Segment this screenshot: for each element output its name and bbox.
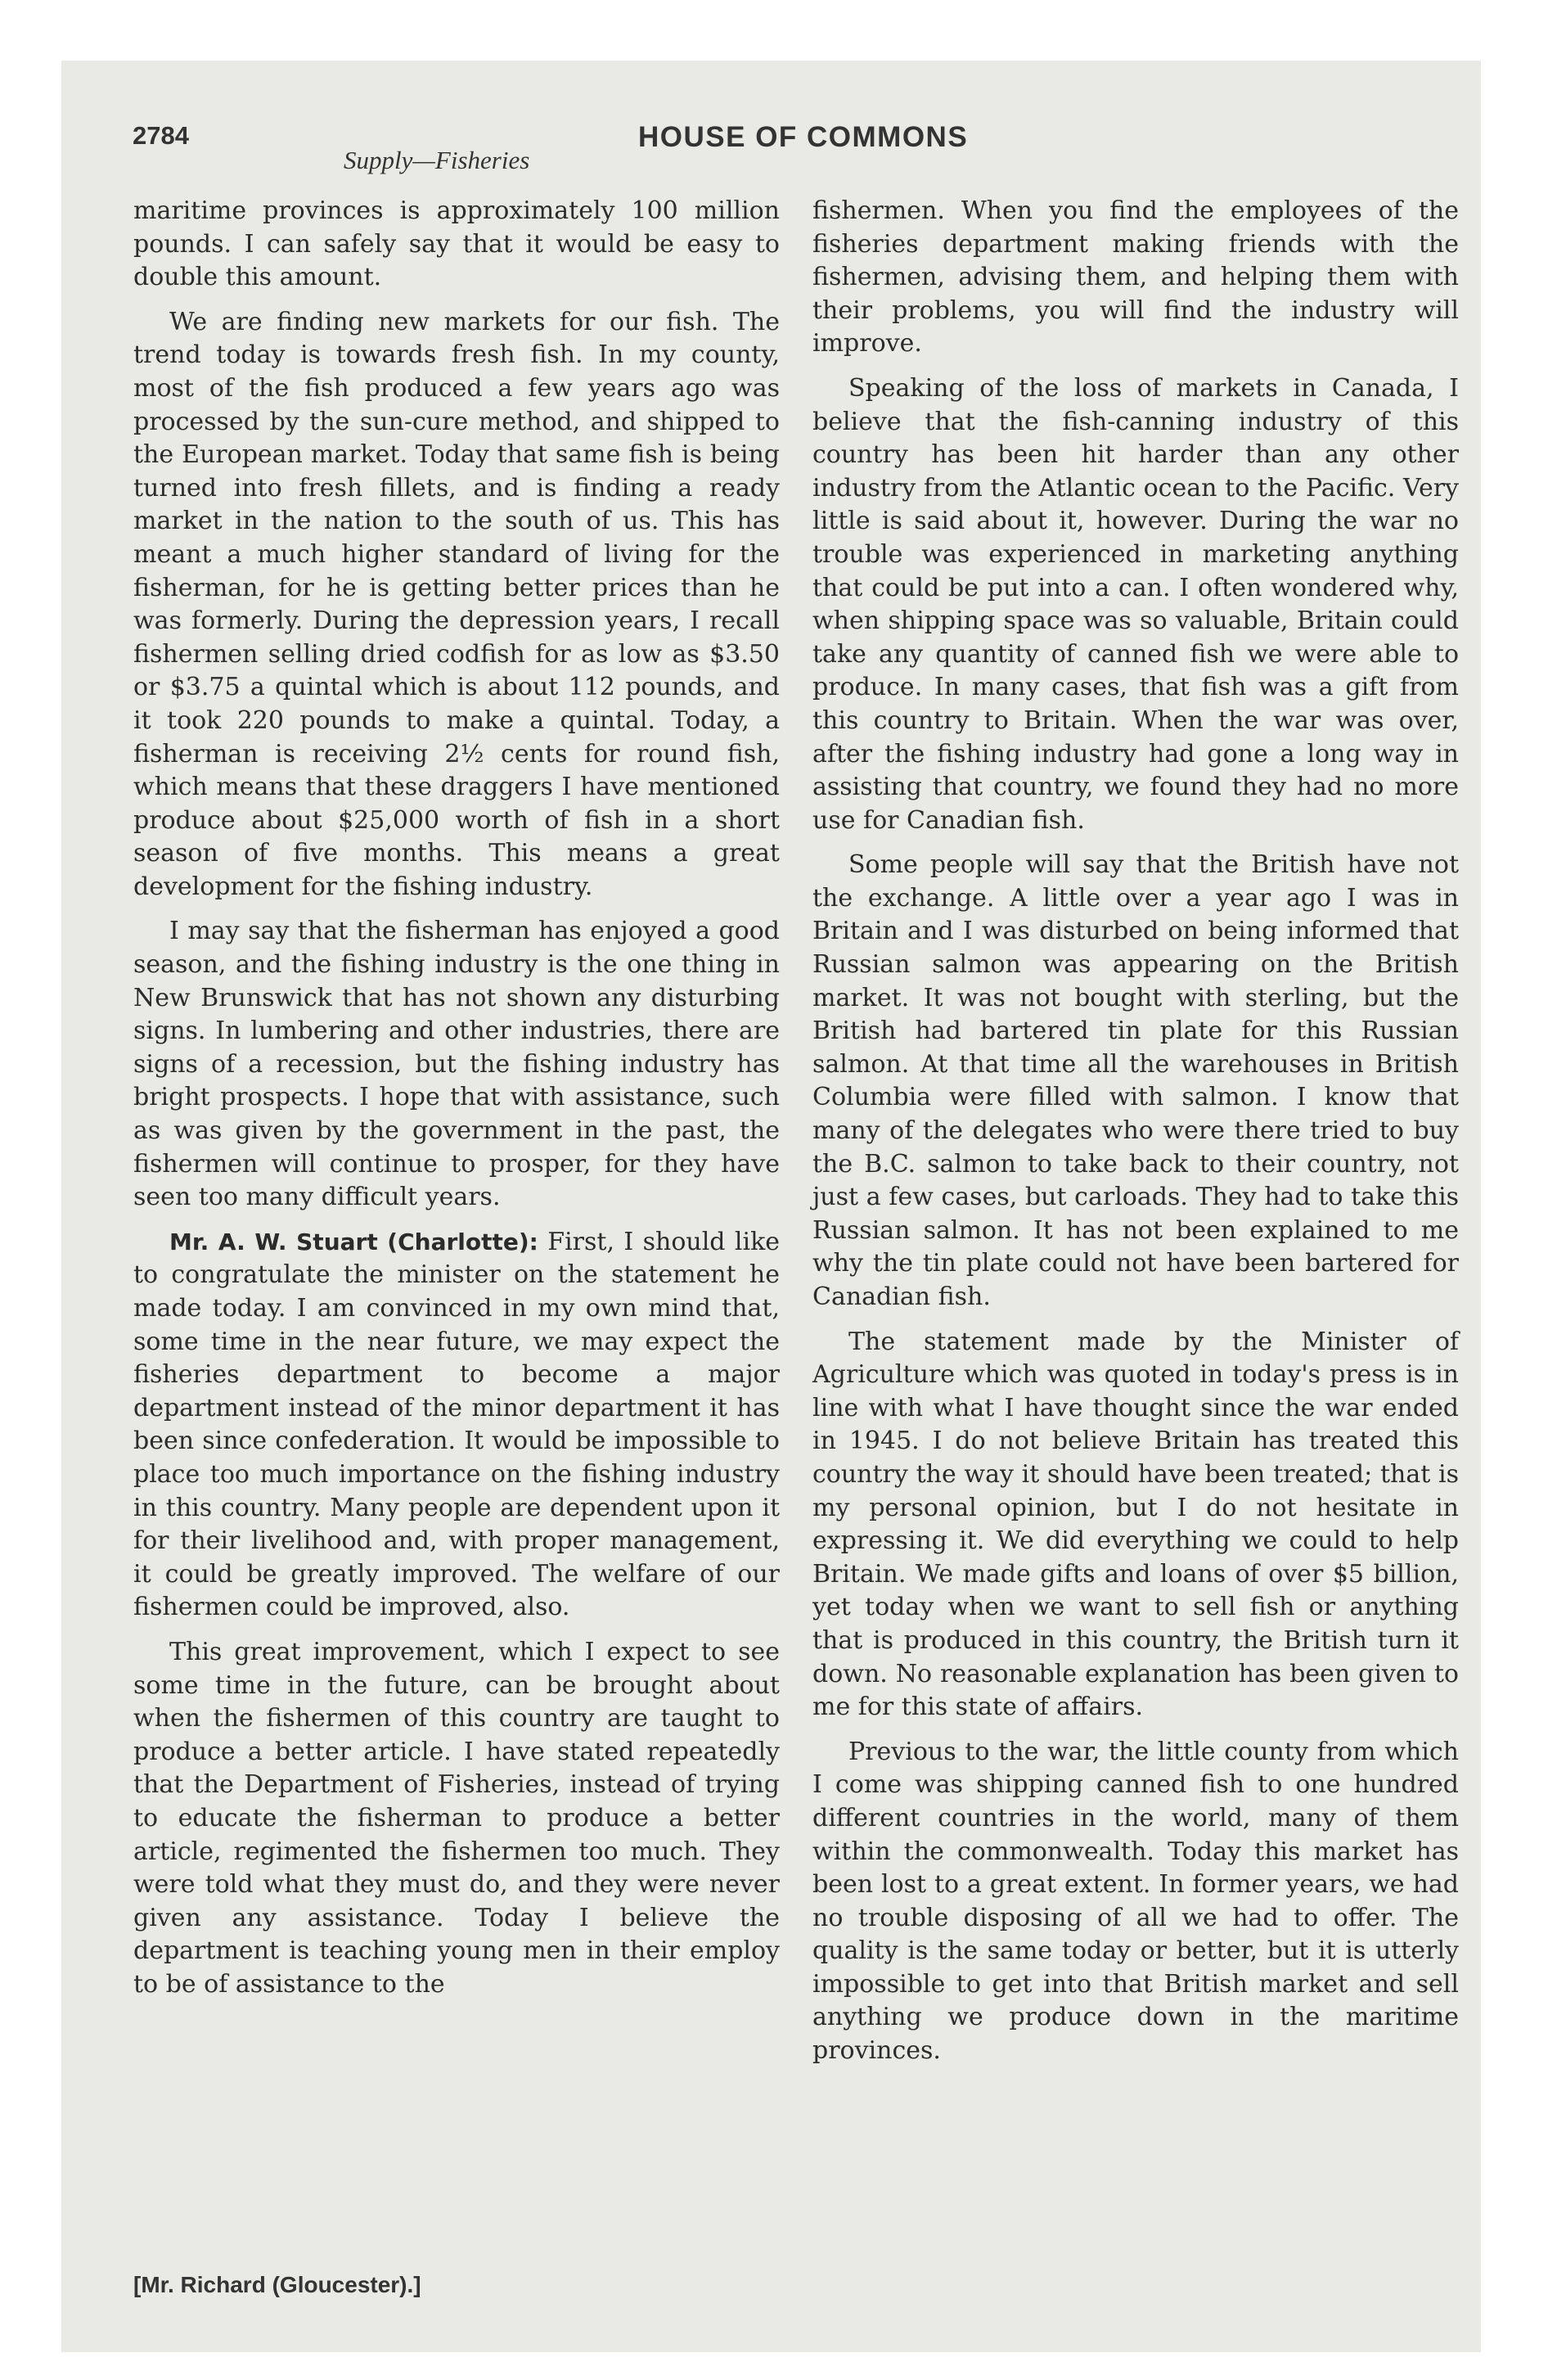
paragraph: Speaking of the loss of markets in Canada, I believe that the fish-canning industry of this country has been hit harder than any other industry from the Atlantic ocean to the Pacific. Very little is said about it, however. During the war no trouble was experienced in marketing anything that could be put into a can. I often wondered why, when shipping space was so valuable, Britain could take any quantity of canned fish we were able to produce. In many cases, that fish was a gift from this country to Britain. When the war was over, after the fishing industry had gone a long way in assisting that country, we found they had no more use for Canadian fish.: [812, 373, 1459, 835]
paragraph: The statement made by the Minister of Agriculture which was quoted in today's press is in line with what I have thought since the war ended in 1945. I do not believe Britain has treated this country the way it should have been treated; that is my personal opinion, but I do not hesitate in expressing it. We did everything we could to help Britain. We made gifts and loans of over $5 billion, yet today when we want to sell fish or anything that is produced in this country, the British turn it down. No reasonable explanation has been given to me for this state of affairs.: [812, 1327, 1459, 1722]
page-number: 2784: [133, 121, 189, 150]
paragraph: Some people will say that the British have not the exchange. A little over a year ago I was in Britain and I was disturbed on being informed that Russian salmon was appearing on the British market. It was not bought with sterling, but the British had bartered tin plate for this Russian salmon. At that time all the warehouses in British Columbia were filled with salmon. I know that many of the delegates who were there tried to buy the B.C. salmon to take back to their country, not just a few cases, but carloads. They had to take this Russian salmon. It has not been explained to me why the tin plate could not have been bartered for Canadian fish.: [812, 850, 1459, 1311]
speaker-paragraph: [133, 1226, 780, 1625]
speech-text: First, I should like to congratulate the minister on the statement he made today. I am convinced in my own mind that, some time in the near future, we may expect the fisheries department to become a major department instead of the minor department it has been since confederation. It would be impossible to place too much importance on the fishing industry in this country. Many people are dependent upon it for their livelihood and, with proper management, it could be greatly improved. The welfare of our fishermen could be improved, also.: [133, 1227, 781, 1622]
left-column: [133, 195, 780, 2013]
paragraph: This great improvement, which I expect to see some time in the future, can be brought about when the fishermen of this country are taught to produce a better article. I have stated repeatedly that the Department of Fisheries, instead of trying to educate the fisherman to produce a better article, regimented the fishermen too much. They were told what they must do, and they were never given any assistance. Today I believe the department is teaching young men in their employ to be of assistance to the: [133, 1637, 780, 1999]
speaker-name: Mr. A. W. Stuart (Charlotte):: [169, 1228, 538, 1255]
paragraph: We are finding new markets for our fish. The trend today is towards fresh fish. In my county, most of the fish produced a few years ago was processed by the sun-cure method, and shipped to the European market. Today that same fish is being turned into fresh fillets, and is finding a ready market in the nation to the south of us. This has meant a much higher standard of living for the fisherman, for he is getting better prices than he was formerly. During the depression years, I recall fishermen selling dried codfish for as low as $3.50 or $3.75 a quintal which is about 112 pounds, and it took 220 pounds to make a quintal. Today, a fisherman is receiving 2½ cents for round fish, which means that these draggers I have mentioned produce about $25,000 worth of fish in a short season of five months. This means a great development for the fishing industry.: [133, 307, 780, 901]
paragraph: maritime provinces is approximately 100 million pounds. I can safely say that it would be easy to double this amount.: [133, 196, 780, 292]
right-column: [812, 195, 1459, 2080]
page-header: [133, 121, 1458, 170]
running-head: HOUSE OF COMMONS: [638, 121, 969, 153]
paragraph: I may say that the fisherman has enjoyed a good season, and the fishing industry is the one thing in New Brunswick that has not shown any disturbing signs. In lumbering and other industries, there are signs of a recession, but the fishing industry has bright prospects. I hope that with assistance, such as was given by the government in the past, the fishermen will continue to prosper, for they have seen too many difficult years.: [133, 917, 780, 1212]
footer-speaker-note: [Mr. Richard (Gloucester).]: [133, 2272, 421, 2297]
paragraph: Previous to the war, the little county from which I come was shipping canned fish to one hundred different countries in the world, many of them within the commonwealth. Today this market has been lost to a great extent. In former years, we had no trouble disposing of all we had to offer. The quality is the same today or better, but it is utterly impossible to get into that British market and sell anything we produce down in the maritime provinces.: [812, 1737, 1459, 2066]
paragraph: fishermen. When you find the employees of the fisheries department making friends with the fishermen, advising them, and helping them with their problems, you will find the industry will improve.: [812, 196, 1459, 358]
section-heading: Supply—Fisheries: [344, 146, 530, 174]
